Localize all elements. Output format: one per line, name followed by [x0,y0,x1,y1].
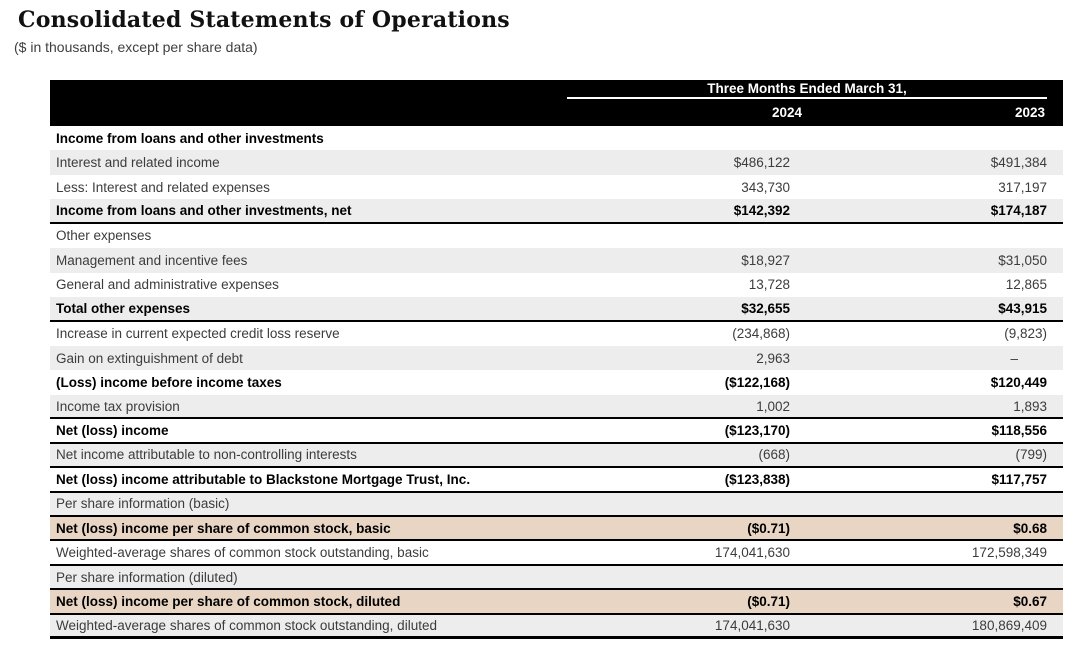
row-label: General and administrative expenses [56,277,279,293]
value-2023: $0.68 [1013,520,1047,536]
value-2024: ($122,168) [724,375,790,391]
row-label: Total other expenses [56,300,191,316]
table-row [50,444,1063,468]
value-2023: 172,598,349 [971,545,1047,561]
table-row-section [50,224,1063,248]
row-label: Per share information (diluted) [56,569,238,585]
row-label: Management and incentive fees [56,252,248,268]
value-2023: – [1010,350,1018,366]
value-2024: (234,868) [732,326,790,342]
row-label: Per share information (basic) [56,496,230,512]
value-2024: 174,041,630 [714,545,790,561]
row-label: Gain on extinguishment of debt [56,350,243,366]
value-2023: (799) [1015,447,1047,463]
row-label: Net (loss) income attributable to Blackstone Mortgage Trust, Inc. [56,471,471,487]
value-2024: 343,730 [741,179,790,195]
value-2023: $120,449 [990,375,1047,391]
table-row [50,322,1063,346]
table-row-section [50,566,1063,590]
value-2024: 1,002 [756,398,790,414]
row-label: Income from loans and other investments, net [56,203,352,219]
page-subtitle: ($ in thousands, except per share data) [14,39,258,55]
row-label: (Loss) income before income taxes [56,375,282,391]
table-row [50,615,1063,639]
table-row-total [50,468,1063,492]
value-2024: $32,655 [741,300,790,316]
year-header-row [50,99,1063,126]
row-label: Net (loss) income [56,422,169,438]
statement-table [50,80,1063,639]
period-header: Three Months Ended March 31, [567,80,1047,99]
table-row [50,395,1063,419]
table-row-total [50,419,1063,443]
value-2024: ($123,170) [724,422,790,438]
period-header-row [50,80,1063,99]
table-row [50,150,1063,174]
row-label: Net income attributable to non-controlling interests [56,447,357,463]
row-label: Interest and related income [56,155,220,171]
table-row [50,248,1063,272]
value-2023: $118,556 [991,422,1047,438]
table-row [50,541,1063,565]
value-2023: $117,757 [991,471,1047,487]
value-2023: 12,865 [1005,277,1047,293]
value-2024: $18,927 [741,252,790,268]
row-label: Net (loss) income per share of common stock, diluted [56,594,401,610]
value-2024: 174,041,630 [714,617,790,633]
table-row [50,175,1063,199]
value-2023: (9,823) [1004,326,1047,342]
value-2024: 13,728 [748,277,790,293]
value-2023: $31,050 [998,252,1047,268]
value-2024: ($0.71) [747,594,790,610]
table-row [50,273,1063,297]
year-column-2024: 2024 [771,105,802,120]
value-2023: $43,915 [998,300,1047,316]
value-2023: $0.67 [1013,594,1047,610]
value-2024: (668) [758,447,790,463]
value-2024: 2,963 [756,350,790,366]
table-row [50,346,1063,370]
table-row-highlight [50,590,1063,614]
row-label: Weighted-average shares of common stock outstanding, basic [56,545,429,561]
row-label: Income from loans and other investments [56,130,324,146]
value-2023: 317,197 [998,179,1047,195]
row-label: Weighted-average shares of common stock outstanding, diluted [56,617,437,633]
row-label: Income tax provision [56,398,180,414]
value-2024: $142,392 [733,203,790,219]
row-label: Increase in current expected credit loss reserve [56,326,340,342]
row-label: Net (loss) income per share of common stock, basic [56,520,391,536]
table-header [50,80,1063,126]
value-2023: 180,869,409 [971,617,1047,633]
year-column-2023: 2023 [1014,105,1045,120]
page-title: Consolidated Statements of Operations [18,7,510,33]
row-label: Less: Interest and related expenses [56,179,270,195]
row-label: Other expenses [56,228,152,244]
value-2023: $491,384 [990,155,1047,171]
value-2023: $174,187 [990,203,1047,219]
table-row-subtotal [50,370,1063,394]
value-2024: ($123,838) [724,471,790,487]
value-2024: ($0.71) [747,520,790,536]
table-row-section [50,126,1063,150]
table-row-subtotal [50,297,1063,321]
table-row-section [50,493,1063,517]
value-2024: $486,122 [733,155,790,171]
table-row-subtotal [50,199,1063,223]
value-2023: 1,893 [1013,398,1047,414]
table-row-highlight [50,517,1063,541]
